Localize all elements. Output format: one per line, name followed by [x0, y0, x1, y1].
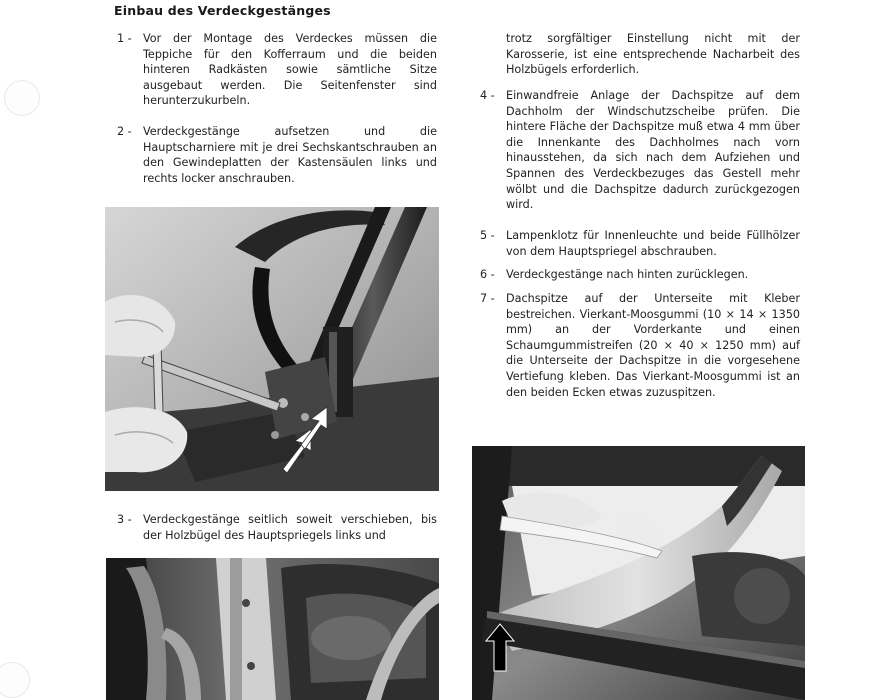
step-text: Verdeckgestänge aufsetzen und die Hauptscharniere mit je drei Sechskantschrauben an den Gewindeplatten der Kastensäulen links und rechts locker anschrauben. [143, 125, 437, 185]
photo-window-frame [106, 558, 439, 700]
hinge-wrench-illustration [105, 207, 439, 491]
section-heading: Einbau des Verdeckgestänges [114, 3, 331, 18]
window-frame-illustration [106, 558, 439, 700]
step-number: 5 - [480, 229, 495, 242]
photo-roof-tip [472, 446, 805, 700]
step-text: Vor der Montage des Verdeckes müssen die Teppiche für den Kofferraum und die beiden hinteren Radkästen sowie sämtliche Sitze ausgebaut werden. Die Seitenfenster sind herunterzukurbeln. [143, 32, 437, 108]
photo-hinge-wrench [105, 207, 439, 491]
step-number: 1 - [117, 32, 132, 45]
roof-tip-illustration [472, 446, 805, 700]
step-3-continuation: trotz sorgfältiger Einstellung nicht mit der Karosserie, ist eine entsprechende Nacharbeit des Holzbügels erforderlich. [506, 32, 800, 77]
step-text: Verdeckgestänge nach hinten zurücklegen. [506, 268, 749, 281]
punch-hole-top [4, 80, 40, 116]
step-number: 6 - [480, 268, 495, 281]
step-number: 7 - [480, 292, 495, 305]
step-text: Einwandfreie Anlage der Dachspitze auf dem Dachholm der Windschutzscheibe prüfen. Die hintere Fläche der Dachspitze muß etwa 4 mm über die Innenkante des Dachholmes nach vorn hinausstehen, da sich nach dem Aufziehen und Spannen des Verdeckbezuges das Gestell mehr wölbt und die Dachspitze dadurch zurückgezogen wird. [506, 89, 800, 212]
step-number: 4 - [480, 89, 495, 102]
step-text: Dachspitze auf der Unterseite mit Kleber bestreichen. Vierkant-Moosgummi (10 × 14 × 1350 mm) an der Vorderkante und einen Schaumgummistreifen (20 × 40 × 1250 mm) auf die Unterseite der Dachspitze in die vorgesehene Vertiefung kleben. Das Vierkant-Moosgummi ist an den beiden Ecken etwas zuzuspitzen. [506, 292, 800, 399]
step-text: Lampenklotz für Innenleuchte und beide Füllhölzer von dem Hauptspriegel abschrauben. [506, 229, 800, 258]
step-text: Verdeckgestänge seitlich soweit verschieben, bis der Holzbügel des Hauptspriegels links und [143, 513, 437, 542]
step-number: 3 - [117, 513, 132, 526]
punch-hole-bottom [0, 662, 30, 698]
step-number: 2 - [117, 125, 132, 138]
